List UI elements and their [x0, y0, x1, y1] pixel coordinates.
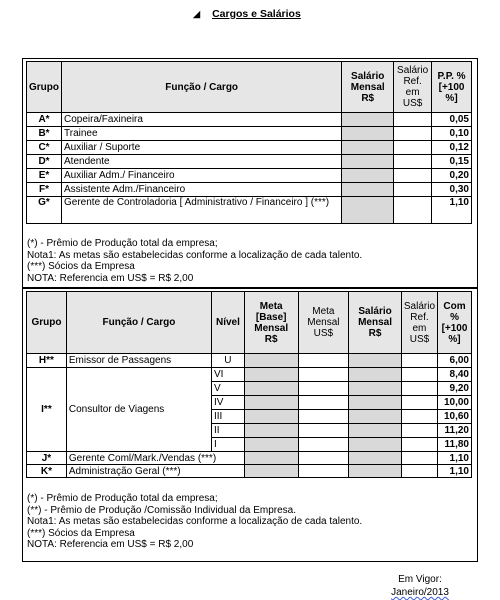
row-grupo: A*: [27, 113, 62, 127]
row-salario-ref: [401, 368, 437, 382]
em-vigor-label: Em Vigor:: [398, 574, 442, 585]
row-meta-us: [298, 424, 349, 438]
row-com: 1,10: [438, 465, 472, 478]
note-line: (*) - Prêmio de Produção total da empresa;: [27, 238, 218, 249]
row-funcao: Auxiliar / Suporte: [62, 141, 342, 155]
row-salario: [349, 438, 402, 452]
row-salario-ref: [401, 354, 437, 368]
t1-header-salario: Salário Mensal R$: [342, 62, 394, 113]
row-com: 1,10: [438, 452, 472, 465]
row-meta-us: [298, 438, 349, 452]
row-salario: [349, 452, 402, 465]
note-line: Nota1: As metas são estabelecidas conforme a localização de cada talento.: [27, 516, 363, 527]
note-line: NOTA: Referencia em US$ = R$ 2,00: [27, 539, 194, 550]
row-grupo: J*: [27, 452, 67, 465]
table-row: [27, 141, 472, 155]
row-salario: [349, 354, 402, 368]
table-row: [27, 465, 472, 478]
row-com: 6,00: [438, 354, 472, 368]
table2-box: [22, 288, 478, 562]
row-salario: [342, 141, 394, 155]
triangle-up-icon: ◢: [193, 9, 201, 19]
page-title-text: Cargos e Salários: [212, 8, 301, 20]
table-row: [27, 354, 472, 368]
table1: [26, 61, 472, 224]
row-meta-base: [244, 368, 298, 382]
table-row: [27, 368, 472, 382]
row-pp: 0,30: [432, 183, 472, 197]
row-grupo: K*: [27, 465, 67, 478]
row-com: 11,20: [438, 424, 472, 438]
row-salario: [342, 127, 394, 141]
row-nivel: II: [211, 424, 244, 438]
note-line: (**) - Prêmio de Produção /Comissão Individual da Empresa.: [27, 504, 297, 516]
row-pp: 0,15: [432, 155, 472, 169]
row-salario: [349, 424, 402, 438]
row-salario-ref: [394, 183, 432, 197]
table-row: [27, 169, 472, 183]
row-salario: [342, 155, 394, 169]
row-salario-ref: [394, 197, 432, 224]
row-funcao: Auxiliar Adm./ Financeiro: [62, 169, 342, 183]
t1-header-salario-ref: Salário Ref. em US$: [394, 62, 432, 113]
row-meta-base: [244, 382, 298, 396]
row-salario-ref: [401, 452, 437, 465]
row-salario-ref: [394, 155, 432, 169]
note-line: (***) Sócios da Empresa: [27, 527, 135, 539]
table1-box: [22, 58, 478, 288]
row-salario: [349, 396, 402, 410]
row-salario: [349, 368, 402, 382]
row-salario: [342, 183, 394, 197]
row-meta-base: [244, 424, 298, 438]
row-meta-us: [298, 396, 349, 410]
t2-header-com: Com % [+100 %]: [438, 292, 472, 354]
row-funcao: Administração Geral (***): [66, 465, 244, 478]
note-line: (***) Sócios da Empresa: [27, 261, 135, 272]
row-meta-base: [244, 396, 298, 410]
row-grupo: E*: [27, 169, 62, 183]
row-salario: [342, 169, 394, 183]
row-funcao: Gerente de Controladoria [ Administrativo / Financeiro ] (***): [62, 197, 342, 224]
row-grupo: I**: [27, 368, 67, 452]
t2-header-nivel: Nível: [211, 292, 244, 354]
row-grupo: B*: [27, 127, 62, 141]
page-title: [0, 8, 500, 20]
row-salario: [342, 197, 394, 224]
row-nivel: IV: [211, 396, 244, 410]
row-meta-us: [298, 452, 349, 465]
row-salario: [349, 465, 402, 478]
table-row: [27, 127, 472, 141]
row-funcao: Atendente: [62, 155, 342, 169]
row-salario-ref: [394, 141, 432, 155]
table-row: [27, 113, 472, 127]
table1-notes: [27, 238, 362, 284]
row-salario-ref: [401, 438, 437, 452]
row-pp: 0,05: [432, 113, 472, 127]
row-nivel: VI: [211, 368, 244, 382]
t2-header-meta-us: Meta Mensal US$: [298, 292, 349, 354]
row-pp: 0,20: [432, 169, 472, 183]
row-salario-ref: [394, 169, 432, 183]
row-com: 10,60: [438, 410, 472, 424]
t2-header-meta-base: Meta [Base] Mensal R$: [244, 292, 298, 354]
row-meta-us: [298, 382, 349, 396]
row-funcao: Trainee: [62, 127, 342, 141]
row-salario-ref: [401, 396, 437, 410]
row-com: 10,00: [438, 396, 472, 410]
table2: [26, 291, 472, 478]
row-grupo: C*: [27, 141, 62, 155]
row-pp: 1,10: [432, 197, 472, 224]
effective-date: [380, 573, 460, 599]
row-grupo: H**: [27, 354, 67, 368]
note-line: NOTA: Referencia em US$ = R$ 2,00: [27, 272, 194, 284]
row-funcao: Assistente Adm./Financeiro: [62, 183, 342, 197]
row-salario-ref: [401, 424, 437, 438]
note-line: Nota1: As metas são estabelecidas conforme a localização de cada talento.: [27, 249, 363, 261]
row-pp: 0,12: [432, 141, 472, 155]
table2-notes: [27, 493, 362, 551]
row-nivel: I: [211, 438, 244, 452]
t1-header-pp: P.P. % [+100 %]: [432, 62, 472, 113]
row-meta-base: [244, 452, 298, 465]
row-grupo: D*: [27, 155, 62, 169]
row-salario: [342, 113, 394, 127]
row-grupo: F*: [27, 183, 62, 197]
row-grupo: G*: [27, 197, 62, 224]
row-com: 8,40: [438, 368, 472, 382]
row-salario-ref: [401, 410, 437, 424]
row-meta-us: [298, 410, 349, 424]
row-com: 11,80: [438, 438, 472, 452]
t1-header-funcao: Função / Cargo: [62, 62, 342, 113]
row-funcao: Emissor de Passagens: [66, 354, 211, 368]
row-funcao: Copeira/Faxineira: [62, 113, 342, 127]
row-meta-base: [244, 438, 298, 452]
t2-header-grupo: Grupo: [27, 292, 67, 354]
row-salario-ref: [401, 465, 437, 478]
em-vigor-date: Janeiro/2013: [391, 587, 449, 598]
table-row: [27, 197, 472, 224]
t2-header-salario-ref: Salário Ref. em US$: [401, 292, 437, 354]
note-line: (*) - Prêmio de Produção total da empresa;: [27, 493, 218, 504]
t2-header-salario: Salário Mensal R$: [349, 292, 402, 354]
row-meta-base: [244, 354, 298, 368]
row-salario: [349, 382, 402, 396]
row-salario: [349, 410, 402, 424]
row-salario-ref: [394, 127, 432, 141]
row-nivel: V: [211, 382, 244, 396]
table-row: [27, 452, 472, 465]
row-funcao: Gerente Coml/Mark./Vendas (***): [66, 452, 244, 465]
t2-header-funcao: Função / Cargo: [66, 292, 211, 354]
row-salario-ref: [401, 382, 437, 396]
row-salario-ref: [394, 113, 432, 127]
table-row: [27, 183, 472, 197]
row-pp: 0,10: [432, 127, 472, 141]
row-meta-base: [244, 465, 298, 478]
row-nivel: U: [211, 354, 244, 368]
row-meta-base: [244, 410, 298, 424]
row-com: 9,20: [438, 382, 472, 396]
row-meta-us: [298, 354, 349, 368]
table-row: [27, 155, 472, 169]
row-nivel: III: [211, 410, 244, 424]
t1-header-grupo: Grupo: [27, 62, 62, 113]
row-meta-us: [298, 368, 349, 382]
row-meta-us: [298, 465, 349, 478]
row-funcao: Consultor de Viagens: [66, 368, 211, 452]
